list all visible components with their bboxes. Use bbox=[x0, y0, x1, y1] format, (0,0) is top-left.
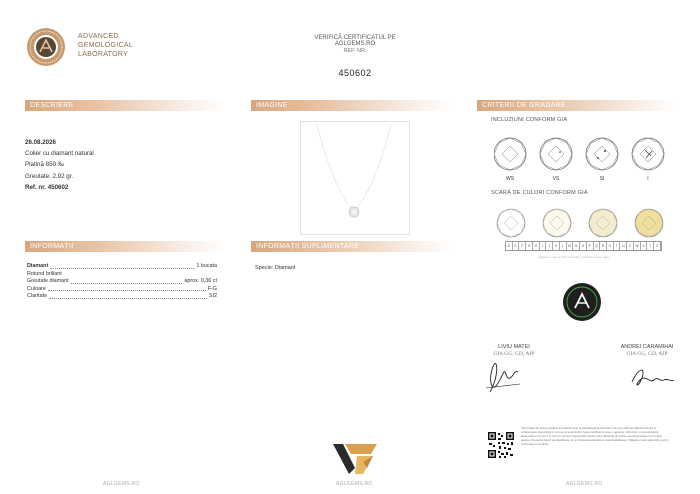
section-title: IMAGINE bbox=[256, 102, 288, 109]
color-diagrams bbox=[496, 208, 666, 238]
info-row bbox=[27, 286, 217, 294]
diamond-diagram-i bbox=[632, 138, 664, 170]
color-grade-cell: V bbox=[627, 242, 634, 250]
lab-name-line: GEMOLOGICAL bbox=[78, 42, 134, 49]
color-grade-cell: F bbox=[519, 242, 526, 250]
ref-number: 450602 bbox=[338, 68, 372, 78]
dot-leader bbox=[50, 263, 194, 269]
footer-website[interactable]: AGLGEMS.RO bbox=[566, 481, 603, 487]
info-key: Claritate bbox=[27, 293, 48, 300]
info-value: 1 bucata bbox=[196, 263, 217, 269]
color-grade-cell: U bbox=[620, 242, 627, 250]
color-grade-cell: S bbox=[607, 242, 614, 250]
inclusion-label: WS bbox=[505, 176, 515, 182]
color-grade-cell: L bbox=[560, 242, 567, 250]
signature-right bbox=[628, 362, 676, 392]
ref-number-label: REF. NR. bbox=[343, 48, 367, 54]
specie-text: Specie: Diamant bbox=[255, 265, 296, 271]
section-title: DESCRIERE bbox=[30, 102, 74, 109]
color-scale-note: Imaginea este cu titlu informativ, culoarea poate varia bbox=[538, 255, 609, 259]
dot-leader bbox=[71, 278, 183, 284]
color-diamond-faint bbox=[589, 209, 617, 237]
info-key: Diamant bbox=[27, 263, 49, 269]
color-grade-scale bbox=[505, 241, 662, 251]
necklace-image bbox=[301, 122, 409, 234]
color-grade-cell: D bbox=[506, 242, 513, 250]
lab-name-line: ADVANCED bbox=[78, 33, 119, 40]
color-grade-cell: O bbox=[580, 242, 587, 250]
section-title: INFORMAȚII SUPLIMENTARE bbox=[256, 243, 360, 250]
info-list bbox=[27, 263, 217, 301]
product-image-frame bbox=[300, 121, 410, 235]
color-grade-cell: R bbox=[600, 242, 607, 250]
section-bar-imagine bbox=[251, 100, 451, 111]
color-grade-cell: N bbox=[573, 242, 580, 250]
brand-seal-logo bbox=[562, 282, 602, 322]
info-value: F-G bbox=[207, 285, 217, 292]
section-bar-informatii bbox=[25, 241, 225, 252]
info-row bbox=[27, 278, 217, 286]
info-key: Rotund briliant bbox=[27, 270, 62, 277]
info-key: Culoare bbox=[27, 285, 46, 292]
inclusion-label: SI bbox=[599, 176, 605, 182]
metal: Platină 850 ‰ bbox=[25, 161, 64, 169]
section-title: CRITERII DE GRADARE bbox=[482, 102, 566, 109]
info-row bbox=[27, 293, 217, 301]
info-value: aprox. 0,36 ct bbox=[184, 278, 217, 285]
diamond-diagram-ws bbox=[494, 138, 526, 170]
color-grade-cell: X bbox=[641, 242, 648, 250]
signer-title: GIA GG, GD, AJP bbox=[626, 351, 668, 357]
color-diamond-colorless bbox=[497, 209, 525, 237]
dot-leader bbox=[49, 293, 207, 299]
signer-title: GIA GG, GD, AJP bbox=[493, 351, 535, 357]
color-grade-cell: G bbox=[526, 242, 533, 250]
dot-leader bbox=[48, 286, 206, 292]
color-grade-cell: E bbox=[513, 242, 520, 250]
color-grade-cell: M bbox=[567, 242, 574, 250]
lab-name-line: LABORATORY bbox=[78, 51, 129, 58]
color-grade-cell: P bbox=[587, 242, 594, 250]
color-diamond-near-colorless bbox=[543, 209, 571, 237]
section-bar-suplimentare bbox=[251, 241, 451, 252]
signer-name: LIVIU MATEI bbox=[498, 344, 530, 350]
lab-name bbox=[78, 32, 133, 59]
diamond-diagram-vs bbox=[540, 138, 572, 170]
inclusion-label: VS bbox=[552, 176, 560, 182]
inclusion-diagrams bbox=[494, 136, 666, 174]
weight: Greutate: 2.92 gr. bbox=[25, 172, 74, 180]
section-title: INFORMAȚII bbox=[30, 243, 74, 250]
ref-line: Ref. nr. 450602 bbox=[25, 183, 69, 191]
footer-website[interactable]: AGLGEMS.RO bbox=[336, 481, 373, 487]
color-grade-cell: H bbox=[533, 242, 540, 250]
diamond-diagram-si bbox=[586, 138, 618, 170]
color-grade-cell: Y bbox=[647, 242, 654, 250]
legal-note: Informatiile din acest certificat au reflecta doar la piatra/bijuteria descrisa si au fost obtinute utilizand tehnici si echipamente disponibile in momentul expertizarii. Acest certificat nu este o garantie. S&G AGL si reprezentantii desemnati nu isi vor fi in nici un moment raspunzatori pentru orice diferenta de opinie sau discrepanta ce ar putea aparea. Prezentul raport de identificare nu se limiteaza la declarare responsabilitatea. Obligatia nostra doar AGL pentru verificarea si conduita. bbox=[521, 426, 669, 446]
description-block bbox=[25, 137, 94, 193]
verify-text: VERIFICĂ CERTIFICATUL PE AGLGEMS.RO bbox=[314, 35, 396, 47]
info-value: SI2 bbox=[208, 293, 217, 300]
info-key: Greutate diamant bbox=[27, 278, 69, 285]
signature-left bbox=[484, 358, 524, 396]
color-grade-cell: T bbox=[614, 242, 621, 250]
color-grade-cell: I bbox=[540, 242, 547, 250]
color-grade-cell: Z bbox=[654, 242, 661, 250]
color-grade-cell: K bbox=[553, 242, 560, 250]
inclusions-title: INCLUZIUNI CONFORM GIA bbox=[491, 117, 568, 123]
section-bar-criterii bbox=[477, 100, 677, 111]
color-grade-cell: W bbox=[634, 242, 641, 250]
color-diamond-light bbox=[635, 209, 663, 237]
certificate-date: 26.08.2026 bbox=[25, 139, 56, 146]
lab-seal-logo bbox=[26, 27, 66, 67]
section-bar-descriere bbox=[25, 100, 225, 111]
agl-brand-logo bbox=[333, 442, 379, 474]
signer-name: ANDREI CARAMIHAI bbox=[620, 344, 674, 350]
info-row bbox=[27, 263, 217, 271]
footer-website[interactable]: AGLGEMS.RO bbox=[103, 481, 140, 487]
qr-code[interactable] bbox=[487, 431, 515, 459]
color-grade-cell: Q bbox=[594, 242, 601, 250]
color-scale-title: SCARĂ DE CULORI CONFORM GIA bbox=[491, 190, 588, 196]
info-row bbox=[27, 271, 217, 279]
color-grade-cell: J bbox=[546, 242, 553, 250]
item-name: Colier cu diamant natural bbox=[25, 150, 94, 158]
inclusion-label: I bbox=[647, 176, 649, 182]
